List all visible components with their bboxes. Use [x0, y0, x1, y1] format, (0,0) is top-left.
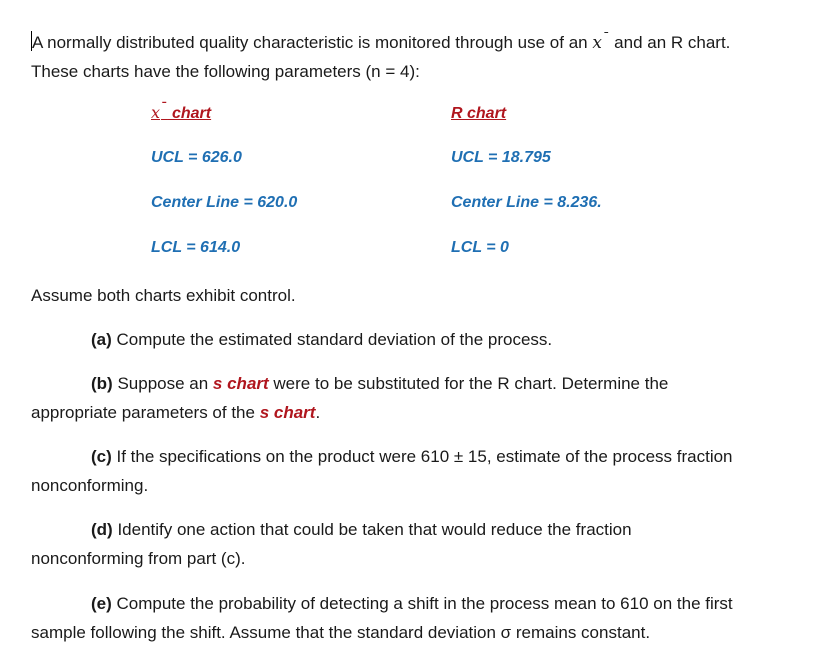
- s-chart-emphasis-1: s chart: [212, 374, 269, 393]
- xbar-chart-heading: [151, 103, 211, 123]
- question-d-line-1: (d) Identify one action that could be taken that would reduce the fraction: [91, 520, 632, 539]
- question-b-line-2: appropriate parameters of the s chart.: [31, 403, 321, 422]
- question-a-label: (a): [91, 330, 112, 349]
- r-chart-heading: R chart: [451, 105, 507, 122]
- question-a: [91, 325, 552, 354]
- r-center-line: Center Line = 8.236.: [451, 194, 602, 211]
- xbar-symbol: x¯: [592, 31, 610, 53]
- xbar-lcl: LCL = 614.0: [151, 239, 241, 256]
- intro-line-1: [31, 28, 730, 59]
- question-c-label: (c): [91, 447, 112, 466]
- question-c-line-2: nonconforming.: [31, 476, 149, 495]
- xbar-ucl: UCL = 626.0: [151, 149, 242, 166]
- xbar-heading-bar: ¯: [161, 101, 168, 116]
- question-b-label: (b): [91, 374, 113, 393]
- assume-statement: Assume both charts exhibit control.: [31, 286, 296, 305]
- question-d-label: (d): [91, 520, 113, 539]
- xbar-center-line: Center Line = 620.0: [151, 194, 298, 211]
- xbar-heading-symbol: x: [151, 103, 161, 122]
- intro-line-1-pre: A normally distributed quality characteristic is monitored through use of an: [32, 33, 593, 52]
- question-c-line-1: (c) If the specifications on the product were 610 ± 15, estimate of the process fraction: [91, 447, 733, 466]
- xbar-heading-text: chart: [167, 105, 212, 122]
- intro-line-1-post: and an R chart.: [609, 33, 731, 52]
- question-e-line-2: sample following the shift. Assume that the standard deviation σ remains constant.: [31, 623, 651, 642]
- r-lcl: LCL = 0: [451, 239, 509, 256]
- question-d-line-2: nonconforming from part (c).: [31, 549, 246, 568]
- r-ucl: UCL = 18.795: [451, 149, 551, 166]
- s-chart-emphasis-2: s chart: [259, 403, 316, 422]
- intro-line-2: These charts have the following parameters (n = 4):: [31, 62, 420, 81]
- question-e-line-1: (e) Compute the probability of detecting a shift in the process mean to 610 on the first: [91, 594, 733, 613]
- question-a-text: Compute the estimated standard deviation of the process.: [111, 330, 553, 349]
- question-b-line-1: (b) Suppose an s chart were to be substituted for the R chart. Determine the: [91, 374, 669, 393]
- question-e-label: (e): [91, 594, 112, 613]
